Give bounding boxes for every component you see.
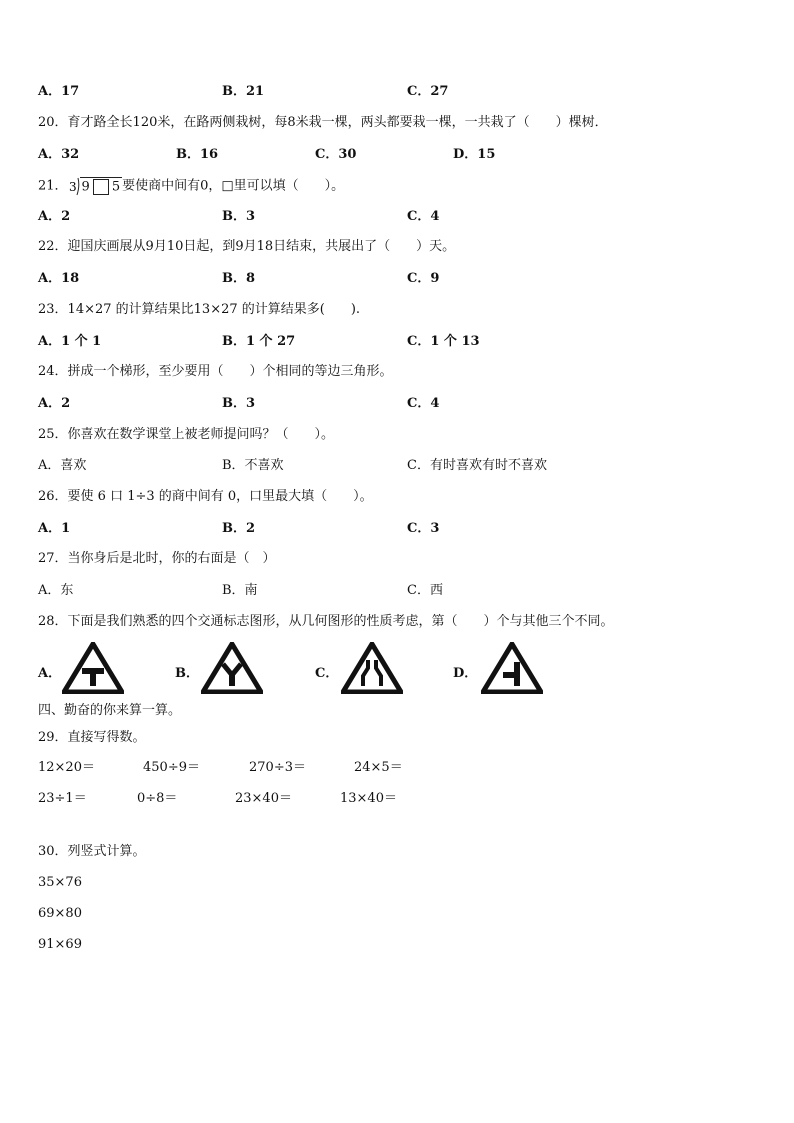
t-junction-sign-icon <box>62 642 124 694</box>
q29-item: 23÷1＝ <box>38 791 87 806</box>
q21-option-c: C．4 <box>407 209 440 224</box>
q28-label-d: D． <box>453 666 478 681</box>
q19-option-a: A．17 <box>38 84 80 99</box>
q26-option-a: A．1 <box>38 521 71 536</box>
q22-option-c: C．9 <box>407 271 440 286</box>
q20-option-a: A．32 <box>38 147 80 162</box>
q25-question: 25．你喜欢在数学课堂上被老师提问吗？（ ）。 <box>38 427 335 442</box>
q24-option-b: B．3 <box>222 396 256 411</box>
dividend-digit-3: 5 <box>111 179 121 195</box>
q22-option-a: A．18 <box>38 271 80 286</box>
q26-question: 26．要使 6 口 1÷3 的商中间有 0，口里最大填（ ）。 <box>38 489 373 504</box>
q20-question: 20．育才路全长120米，在路两侧栽树，每8米栽一棵，两头都要栽一棵，一共栽了（ ）棵树． <box>38 115 608 130</box>
q21-option-a: A．2 <box>38 209 71 224</box>
q30-item: 91×69 <box>38 937 82 952</box>
dividend-digit-1: 9 <box>81 179 90 195</box>
q29-item: 0÷8＝ <box>137 791 178 806</box>
side-road-sign-icon <box>481 642 543 694</box>
q28-label-c: C． <box>315 666 339 681</box>
q29-item: 450÷9＝ <box>143 760 200 775</box>
y-junction-sign-icon <box>201 642 263 694</box>
road-narrows-sign-icon <box>341 642 403 694</box>
q24-option-c: C．4 <box>407 396 440 411</box>
q27-option-c: C．西 <box>407 583 443 598</box>
q29-item: 270÷3＝ <box>249 760 306 775</box>
q21-question <box>38 176 344 196</box>
q20-option-b: B．16 <box>176 147 219 162</box>
q29-item: 24×5＝ <box>354 760 403 775</box>
q20-option-d: D．15 <box>453 147 496 162</box>
q24-question: 24．拼成一个梯形，至少要用（ ）个相同的等边三角形。 <box>38 364 393 379</box>
q29-item: 23×40＝ <box>235 791 292 806</box>
q22-question: 22．迎国庆画展从9月10日起，到9月18日结束，共展出了（ ）天。 <box>38 239 456 254</box>
q27-option-a: A．东 <box>38 583 74 598</box>
divisor: 3 <box>68 180 77 194</box>
q26-option-b: B．2 <box>222 521 256 536</box>
q28-question: 28．下面是我们熟悉的四个交通标志图形，从几何图形的性质考虑，第（ ）个与其他三个不同。 <box>38 614 614 629</box>
long-division <box>68 176 123 196</box>
division-bracket-icon <box>68 176 80 196</box>
q19-option-b: B．21 <box>222 84 265 99</box>
q24-option-a: A．2 <box>38 396 71 411</box>
q23-option-c: C．1 个 13 <box>407 334 480 349</box>
q25-option-a: A．喜欢 <box>38 458 87 473</box>
q25-option-b: B．不喜欢 <box>222 458 284 473</box>
q30-question: 30．列竖式计算。 <box>38 844 146 859</box>
q27-question: 27．当你身后是北时，你的右面是（ ） <box>38 551 276 566</box>
q29-item: 13×40＝ <box>340 791 397 806</box>
q28-label-a: A． <box>38 666 62 681</box>
q23-question: 23．14×27 的计算结果比13×27 的计算结果多( ). <box>38 302 361 317</box>
q29-item: 12×20＝ <box>38 760 95 775</box>
q22-option-b: B．8 <box>222 271 256 286</box>
q21-option-b: B．3 <box>222 209 256 224</box>
section-heading: 四、勤奋的你来算一算。 <box>38 703 182 718</box>
q23-option-a: A．1 个 1 <box>38 334 102 349</box>
q23-option-b: B．1 个 27 <box>222 334 296 349</box>
q26-option-c: C．3 <box>407 521 440 536</box>
q25-option-c: C．有时喜欢有时不喜欢 <box>407 458 547 473</box>
q30-item: 35×76 <box>38 875 82 890</box>
blank-box <box>93 179 109 195</box>
q30-item: 69×80 <box>38 906 82 921</box>
q27-option-b: B．南 <box>222 583 258 598</box>
q28-label-b: B． <box>175 666 199 681</box>
q21-text: 要使商中间有0，□里可以填（ ）。 <box>122 178 345 194</box>
q19-option-c: C．27 <box>407 84 449 99</box>
q29-question: 29．直接写得数。 <box>38 730 146 745</box>
q21-number: 21． <box>38 178 68 194</box>
q20-option-c: C．30 <box>315 147 357 162</box>
